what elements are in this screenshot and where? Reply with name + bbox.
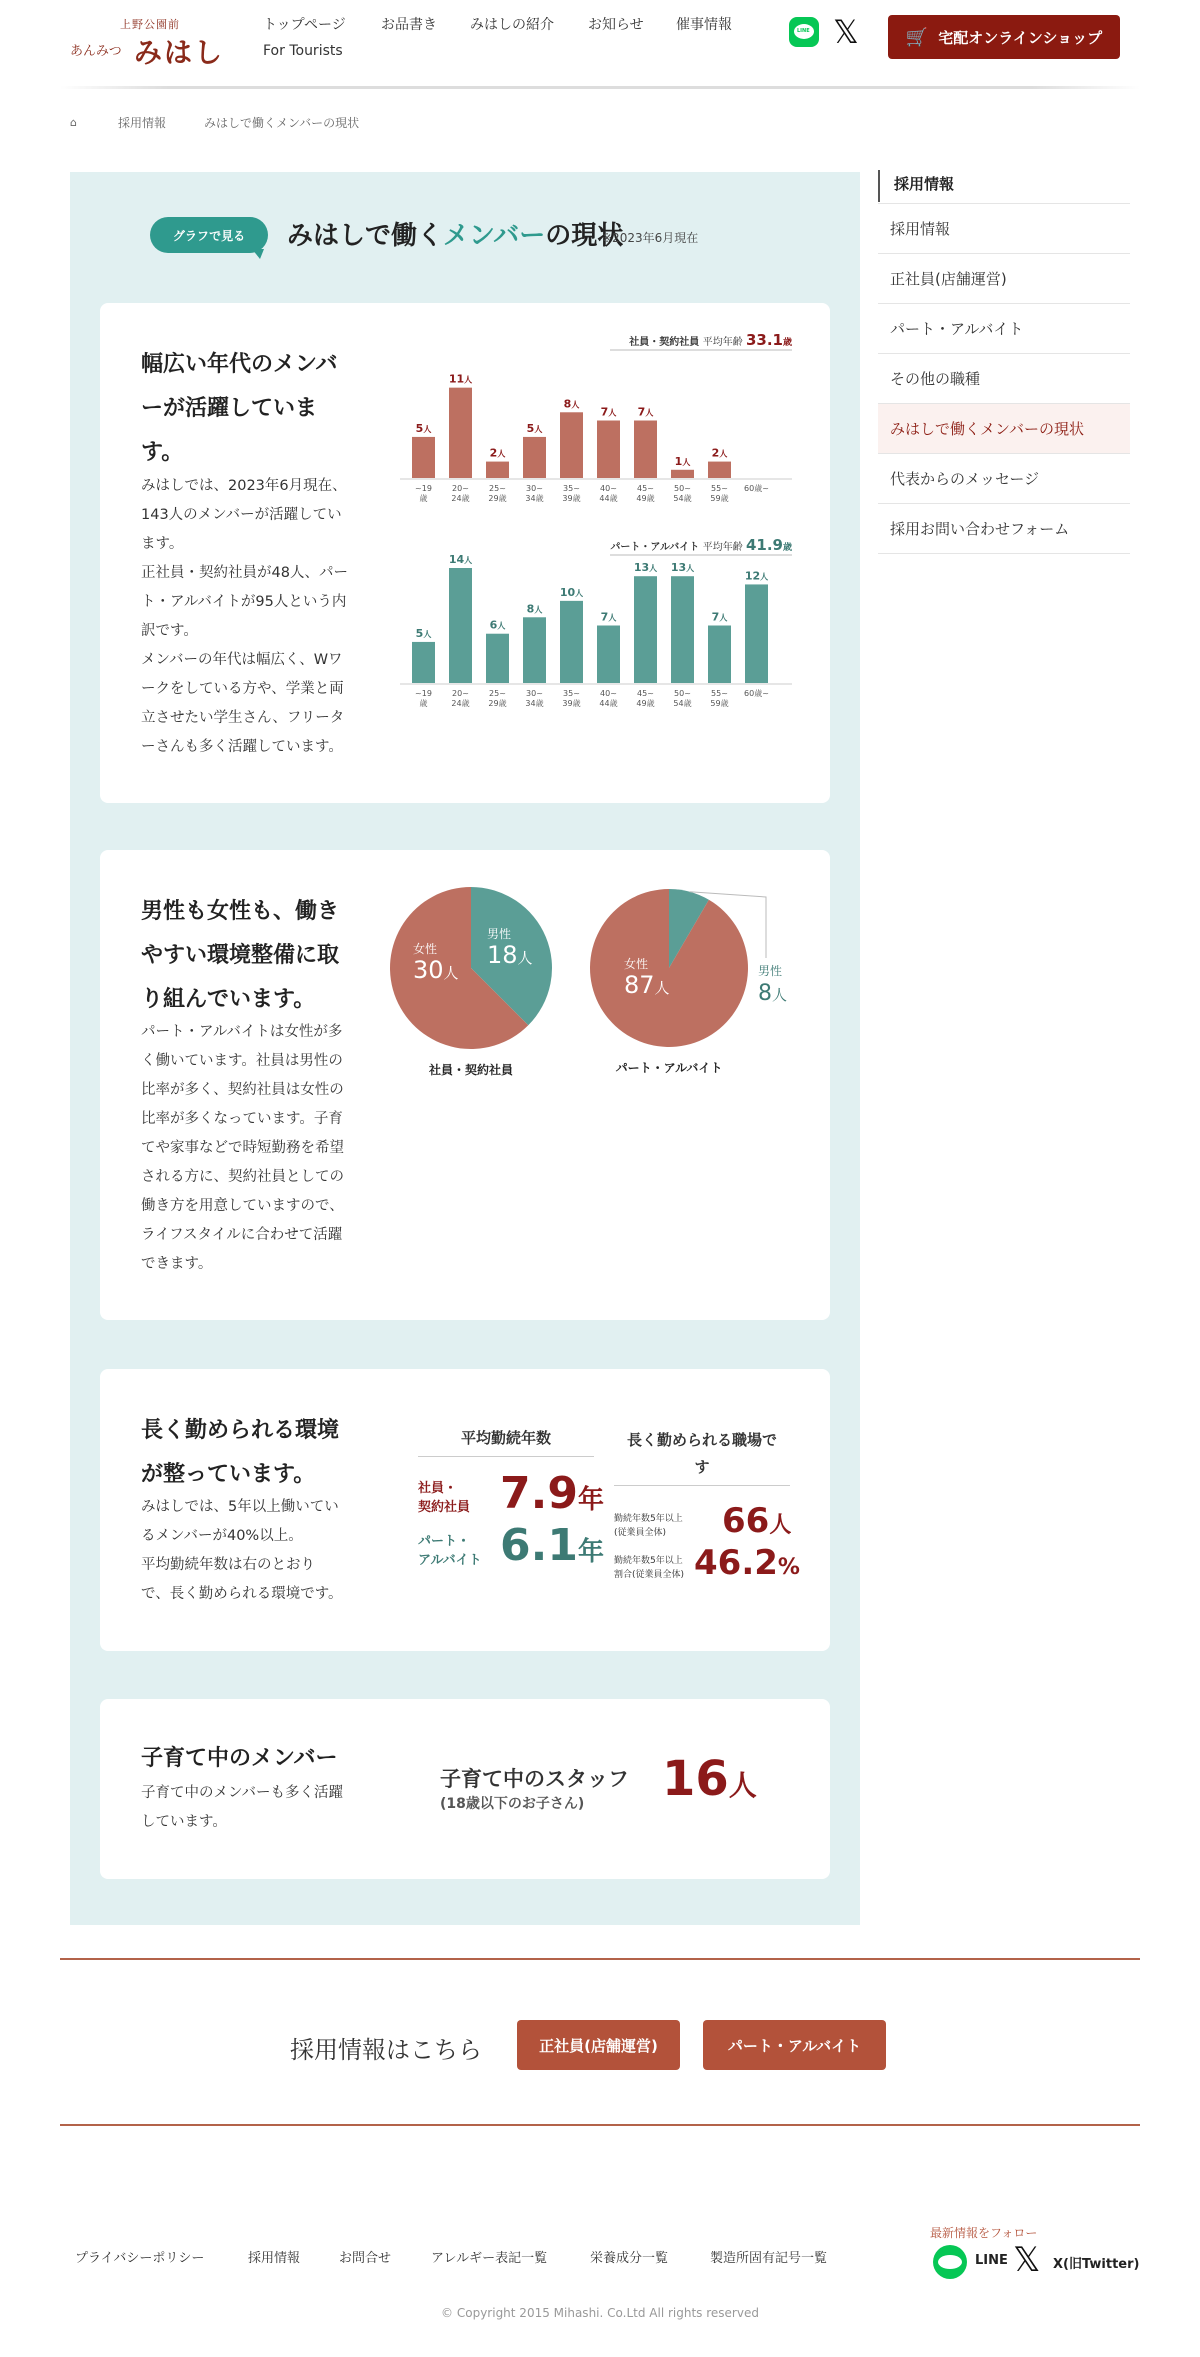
footer-line-icon[interactable] (933, 2245, 967, 2279)
data-label-unit: 人 (760, 572, 769, 582)
data-label (416, 627, 432, 640)
site-header (0, 0, 1200, 90)
x-tick-label: 45~ (637, 689, 654, 698)
tenure-unit: 年 (577, 1537, 604, 1567)
gender-text-line: く働いています。社員は男性の (141, 1053, 343, 1069)
pie-value-number: 8 (758, 981, 772, 1006)
part-age-bar-chart (400, 538, 800, 738)
x-tick-label: ~19 (415, 689, 432, 698)
pie-slice-female (590, 889, 748, 1047)
x-tick-label: 30~ (526, 689, 543, 698)
x-tick-label: 35~ (563, 484, 580, 493)
tenure-part-value (500, 1521, 604, 1577)
childcare-unit: 人 (728, 1769, 757, 1802)
stat-unit: 人 (769, 1513, 792, 1538)
site-logo[interactable] (70, 16, 232, 69)
age-text-line: ーさんも多く活躍しています。 (141, 739, 343, 755)
tenure-heading (141, 1409, 339, 1497)
pie-title: パート・アルバイト (615, 1061, 723, 1075)
bar (671, 470, 694, 478)
tenure-label-line: 社員・ (418, 1481, 458, 1496)
tenure-row-label (418, 1532, 482, 1570)
x-tick-label: 29歳 (488, 494, 507, 503)
tenure-text (141, 1493, 343, 1609)
data-label-unit: 人 (608, 408, 617, 418)
tenure-text-line: で、長く勤められる環境です。 (141, 1586, 343, 1602)
pie-value-unit: 人 (517, 949, 533, 967)
x-tick-label: 34歳 (525, 699, 544, 708)
data-label-value: 7 (711, 610, 720, 624)
long-term-title-line: 長く勤められる職場で (626, 1431, 777, 1449)
online-shop-button[interactable] (888, 15, 1120, 59)
childcare-heading: 子育て中のメンバー (141, 1746, 338, 1771)
tenure-text-line: るメンバーが40%以上。 (141, 1528, 303, 1544)
avg-value: 33.1 (745, 333, 783, 349)
nav-events[interactable]: 催事情報 (676, 17, 732, 33)
age-text-line: 立させたい学生さん、フリータ (141, 710, 345, 726)
sidebar-item-members[interactable]: みはしで働くメンバーの現状 (878, 403, 1130, 453)
data-label (560, 586, 583, 599)
nav-top[interactable]: トップページ (263, 17, 346, 33)
data-label (601, 611, 617, 624)
title-after: の現状 (545, 221, 624, 251)
breadcrumb-recruit[interactable]: 採用情報 (118, 116, 167, 130)
data-label (671, 561, 694, 574)
x-tick-label: 39歳 (562, 494, 581, 503)
childcare-staff-label: 子育て中のスタッフ (440, 1767, 629, 1791)
gender-heading-line: 男性も女性も、働き (141, 899, 340, 924)
avg-tenure-title: 平均勤続年数 (418, 1427, 594, 1457)
childcare-staff-count (662, 1751, 757, 1814)
as-of-note: ※2023年6月現在 (602, 231, 699, 245)
data-label-unit: 人 (423, 629, 432, 639)
breadcrumb-current: みはしで働くメンバーの現状 (204, 116, 360, 130)
x-tick-label: 20~ (452, 689, 469, 698)
x-tick-label: 歳 (419, 699, 428, 708)
data-label-value: 2 (711, 446, 720, 460)
stat-label (614, 1554, 684, 1582)
tenure-number: 7.9 (500, 1468, 578, 1519)
online-shop-label: 宅配オンラインショップ (938, 28, 1103, 47)
data-label-value: 12 (744, 569, 761, 583)
staff-gender-pie (390, 880, 570, 1080)
gender-text-line: てや家事などで時短勤務を希望 (141, 1140, 344, 1156)
gender-text (141, 1018, 344, 1279)
bar (708, 462, 731, 478)
avg-value: 41.9 (745, 538, 783, 554)
footer-manufacturer[interactable]: 製造所固有記号一覧 (710, 2251, 828, 2266)
gender-card (100, 850, 830, 1320)
data-label (638, 406, 654, 419)
chart-title: 社員・契約社員 (629, 337, 703, 348)
data-label-value: 5 (415, 421, 424, 435)
footer-line-label[interactable]: LINE (975, 2253, 1008, 2268)
follow-label: 最新情報をフォロー (930, 2226, 1038, 2240)
footer-recruit[interactable]: 採用情報 (248, 2251, 301, 2266)
childcare-text-line: 子育て中のメンバーも多く活躍 (141, 1785, 343, 1801)
x-tick-label: 60歳~ (744, 484, 769, 493)
gender-text-line: される方に、契約社員としての (141, 1169, 344, 1185)
sidebar-item-fulltime[interactable]: 正社員(店舗運営) (878, 253, 1130, 303)
part-gender-pie (590, 880, 805, 1080)
nav-news[interactable]: お知らせ (588, 17, 644, 33)
tenure-heading-line: が整っています。 (141, 1462, 316, 1487)
bar (671, 576, 694, 683)
age-text-line: ト・アルバイトが95人という内 (141, 594, 347, 610)
age-text-line: 143人のメンバーが活躍してい (141, 507, 342, 523)
sidebar-item-contact[interactable]: 採用お問い合わせフォーム (878, 503, 1130, 553)
data-label (745, 569, 768, 582)
pie-value-number: 30 (413, 956, 444, 984)
x-tick-label: 39歳 (562, 699, 581, 708)
bar (486, 462, 509, 478)
stat-66 (722, 1501, 791, 1546)
banner-bottom-line (60, 2124, 1140, 2126)
line-icon-text: LINE (797, 28, 810, 34)
tenure-staff-value (500, 1469, 604, 1525)
data-label-unit: 人 (649, 564, 658, 574)
pie-value-unit: 人 (654, 979, 670, 997)
pie-value (758, 981, 787, 1006)
data-label-value: 13 (670, 561, 687, 575)
age-heading-line: ーが活躍していま (141, 396, 318, 421)
age-heading-line: 幅広い年代のメンバ (141, 352, 338, 377)
tenure-text-line: みはしでは、5年以上働いてい (141, 1499, 339, 1515)
gender-text-line: 比率が多くなっています。子育 (141, 1111, 343, 1127)
data-label (490, 447, 506, 460)
footer-nutrition[interactable]: 栄養成分一覧 (590, 2251, 669, 2266)
gender-heading-line: やすい環境整備に取 (141, 943, 340, 968)
bar (560, 601, 583, 683)
x-tick-label: 44歳 (599, 699, 618, 708)
age-text-line: 正社員・契約社員が48人、パー (141, 565, 348, 581)
sidebar-item-message[interactable]: 代表からのメッセージ (878, 453, 1130, 503)
pie-label: 男性 (487, 927, 512, 941)
data-label-unit: 人 (608, 613, 617, 623)
childcare-text-line: しています。 (141, 1814, 227, 1830)
footer-x-label[interactable]: X(旧Twitter) (1053, 2257, 1140, 2272)
stat-label-line: 割合(従業員全体) (614, 1570, 685, 1580)
data-label-unit: 人 (534, 605, 543, 615)
gender-text-line: ライフスタイルに合わせて活躍 (141, 1227, 343, 1243)
data-label-unit: 人 (497, 621, 506, 631)
x-tick-label: 24歳 (451, 494, 470, 503)
tenure-number: 6.1 (500, 1520, 578, 1571)
bar (634, 576, 657, 683)
data-label-value: 11 (448, 372, 465, 386)
childcare-staff-sub: (18歳以下のお子さん) (440, 1796, 585, 1812)
stat-number: 46.2 (694, 1543, 778, 1583)
tenure-text-line: 平均勤続年数は右のとおり (141, 1557, 315, 1573)
data-label-value: 1 (674, 454, 683, 468)
chart-header (628, 333, 792, 349)
sidebar-heading: 採用情報 (878, 170, 1130, 202)
x-tick-label: ~19 (415, 484, 432, 493)
pie-value-number: 18 (487, 941, 518, 969)
nav-about[interactable]: みはしの紹介 (470, 17, 554, 33)
x-tick-label: 25~ (489, 484, 506, 493)
sidebar-item-parttime[interactable]: パート・アルバイト (878, 303, 1130, 353)
pie-label: 女性 (624, 957, 649, 971)
stat-label-line: (従業員全体) (614, 1528, 667, 1538)
tenure-card (100, 1369, 830, 1651)
stat-number: 66 (722, 1501, 770, 1541)
x-tick-label: 30~ (526, 484, 543, 493)
x-tick-label: 49歳 (636, 494, 655, 503)
title-before: みはしで働く (287, 221, 444, 251)
x-tick-label: 29歳 (488, 699, 507, 708)
gender-text-line: できます。 (141, 1256, 213, 1272)
childcare-number: 16 (662, 1751, 729, 1807)
x-tick-label: 25~ (489, 689, 506, 698)
x-tick-label: 55~ (711, 484, 728, 493)
age-text-line: ます。 (141, 536, 184, 552)
stat-unit: % (777, 1555, 800, 1580)
bar (634, 421, 657, 479)
x-tick-label: 49歳 (636, 699, 655, 708)
data-label-value: 8 (563, 397, 572, 411)
data-label-value: 13 (633, 561, 650, 575)
logo-tagline: 上野公園前 (120, 18, 180, 31)
data-label-value: 7 (637, 405, 646, 419)
footer-contact[interactable]: お問合せ (339, 2251, 392, 2266)
fulltime-button[interactable]: 正社員(店舗運営) (517, 2020, 680, 2070)
x-tick-label: 59歳 (710, 699, 729, 708)
x-tick-label: 55~ (711, 689, 728, 698)
avg-unit: 歳 (782, 338, 792, 348)
data-label-value: 5 (415, 626, 424, 640)
logo-sub: あんみつ (70, 44, 122, 59)
data-label (601, 406, 617, 419)
age-text-line: みはしでは、2023年6月現在、 (141, 478, 347, 494)
x-tick-label: 54歳 (673, 699, 692, 708)
x-tick-label: 34歳 (525, 494, 544, 503)
data-label (449, 373, 472, 386)
data-label-unit: 人 (464, 375, 473, 385)
bar (597, 626, 620, 684)
x-tick-label: 44歳 (599, 494, 618, 503)
data-label-unit: 人 (645, 408, 654, 418)
pie-value-unit: 人 (772, 986, 788, 1004)
tenure-label-line: パート・ (418, 1534, 471, 1549)
gender-text-line: 比率が多く、契約社員は女性の (141, 1082, 344, 1098)
data-label (490, 619, 506, 632)
childcare-text (141, 1779, 343, 1837)
bar (449, 388, 472, 478)
data-label-value: 14 (448, 553, 465, 566)
tenure-heading-line: 長く勤められる環境 (141, 1418, 340, 1443)
sidebar-item-recruit[interactable]: 採用情報 (878, 203, 1130, 253)
footer-x-icon[interactable]: 𝕏 (1013, 2240, 1041, 2280)
sidebar-divider (878, 553, 1130, 554)
avg-unit: 歳 (782, 543, 792, 553)
x-tick-label: 24歳 (451, 699, 470, 708)
data-label-value: 7 (600, 610, 609, 624)
x-icon[interactable]: 𝕏 (833, 13, 859, 51)
footer-allergy[interactable]: アレルギー表記一覧 (431, 2251, 548, 2266)
age-card (100, 303, 830, 803)
data-label-unit: 人 (719, 613, 728, 623)
avg-label: 平均年齢 (702, 337, 746, 348)
x-tick-label: 35~ (563, 689, 580, 698)
nav-tourists[interactable]: For Tourists (263, 43, 343, 59)
bar (523, 437, 546, 478)
x-tick-label: 45~ (637, 484, 654, 493)
pie-label: 男性 (758, 964, 783, 978)
pie-value-number: 87 (624, 971, 655, 999)
tenure-label-line: 契約社員 (418, 1500, 471, 1515)
x-tick-label: 59歳 (710, 494, 729, 503)
data-label (712, 611, 728, 624)
data-label-unit: 人 (682, 457, 691, 467)
data-label (416, 422, 432, 435)
sidebar-item-other[interactable]: その他の職種 (878, 353, 1130, 403)
gender-heading (141, 890, 339, 1022)
data-label-value: 10 (559, 585, 576, 599)
age-text-line: メンバーの年代は幅広く、Wワ (141, 652, 343, 668)
pie-title: 社員・契約社員 (428, 1063, 514, 1077)
x-tick-label: 歳 (419, 494, 428, 503)
nav-menu[interactable]: お品書き (381, 17, 437, 33)
x-tick-label: 60歳~ (744, 689, 769, 698)
x-tick-label: 50~ (674, 484, 691, 493)
data-label (712, 447, 728, 460)
data-label-unit: 人 (719, 449, 728, 459)
page-title-row (150, 215, 790, 255)
age-text-line: 訳です。 (141, 623, 198, 639)
banner-top-line (60, 1958, 1140, 1960)
stat-label-line: 勤続年数5年以上 (614, 1556, 683, 1566)
stat-label-line: 勤続年数5年以上 (614, 1514, 683, 1524)
stat-462 (694, 1543, 800, 1588)
childcare-card (100, 1699, 830, 1879)
banner-text: 採用情報はこちら (290, 2036, 482, 2064)
data-label-unit: 人 (686, 564, 695, 574)
age-text (141, 472, 348, 762)
data-label-unit: 人 (464, 556, 473, 565)
page-title (287, 215, 623, 252)
bar (486, 634, 509, 683)
data-label (449, 553, 472, 566)
logo-main: みはし (134, 36, 225, 69)
x-tick-label: 50~ (674, 689, 691, 698)
data-label-unit: 人 (575, 588, 584, 598)
data-label (675, 455, 691, 468)
data-label-unit: 人 (534, 424, 543, 434)
bar (412, 437, 435, 478)
pie-label: 女性 (413, 942, 438, 956)
gender-text-line: 働き方を用意していますので、 (141, 1198, 344, 1214)
data-label (527, 602, 543, 615)
long-term-title-line: す (694, 1458, 710, 1476)
data-label (564, 397, 580, 410)
home-icon[interactable]: ⌂ (70, 116, 77, 129)
bar (745, 584, 768, 683)
line-icon[interactable] (789, 17, 819, 47)
bar (449, 568, 472, 683)
x-tick-label: 54歳 (673, 494, 692, 503)
header-divider (60, 86, 1140, 89)
gender-heading-line: り組んでいます。 (141, 987, 316, 1012)
data-label-value: 7 (600, 405, 609, 419)
data-label-value: 8 (526, 602, 535, 616)
long-term-title (614, 1427, 790, 1486)
cart-icon: 🛒 (905, 26, 929, 48)
parttime-button[interactable]: パート・アルバイト (703, 2020, 886, 2070)
gender-text-line: パート・アルバイトは女性が多 (141, 1024, 343, 1040)
stat-label (614, 1512, 683, 1540)
bar (412, 642, 435, 683)
data-label-value: 2 (489, 446, 498, 460)
chart-header (610, 538, 792, 554)
data-label-unit: 人 (497, 449, 506, 459)
tenure-row-label (418, 1479, 470, 1517)
x-tick-label: 40~ (600, 689, 617, 698)
age-heading (141, 343, 337, 475)
data-label-unit: 人 (423, 424, 432, 434)
tenure-label-line: アルバイト (418, 1553, 482, 1568)
pie-value-unit: 人 (443, 964, 459, 982)
bar (708, 626, 731, 684)
avg-label: 平均年齢 (702, 542, 746, 553)
data-label-value: 6 (489, 618, 498, 632)
x-tick-label: 40~ (600, 484, 617, 493)
members-panel (70, 172, 860, 1925)
title-accent: メンバー (443, 221, 546, 251)
bar (560, 412, 583, 478)
age-heading-line: す。 (141, 440, 184, 465)
age-text-line: ークをしている方や、学業と両 (141, 681, 344, 697)
bar (597, 421, 620, 479)
tenure-unit: 年 (577, 1485, 604, 1515)
x-tick-label: 20~ (452, 484, 469, 493)
data-label-value: 5 (526, 421, 535, 435)
staff-age-bar-chart (400, 333, 800, 533)
data-label (527, 422, 543, 435)
bar (523, 617, 546, 683)
graph-badge: グラフで見る (150, 217, 268, 253)
footer-privacy[interactable]: プライバシーポリシー (75, 2251, 205, 2266)
data-label-unit: 人 (571, 400, 580, 410)
copyright: © Copyright 2015 Mihashi. Co.Ltd All rights reserved (441, 2306, 759, 2320)
data-label (634, 561, 657, 574)
chart-title: パート・アルバイト (610, 542, 703, 553)
